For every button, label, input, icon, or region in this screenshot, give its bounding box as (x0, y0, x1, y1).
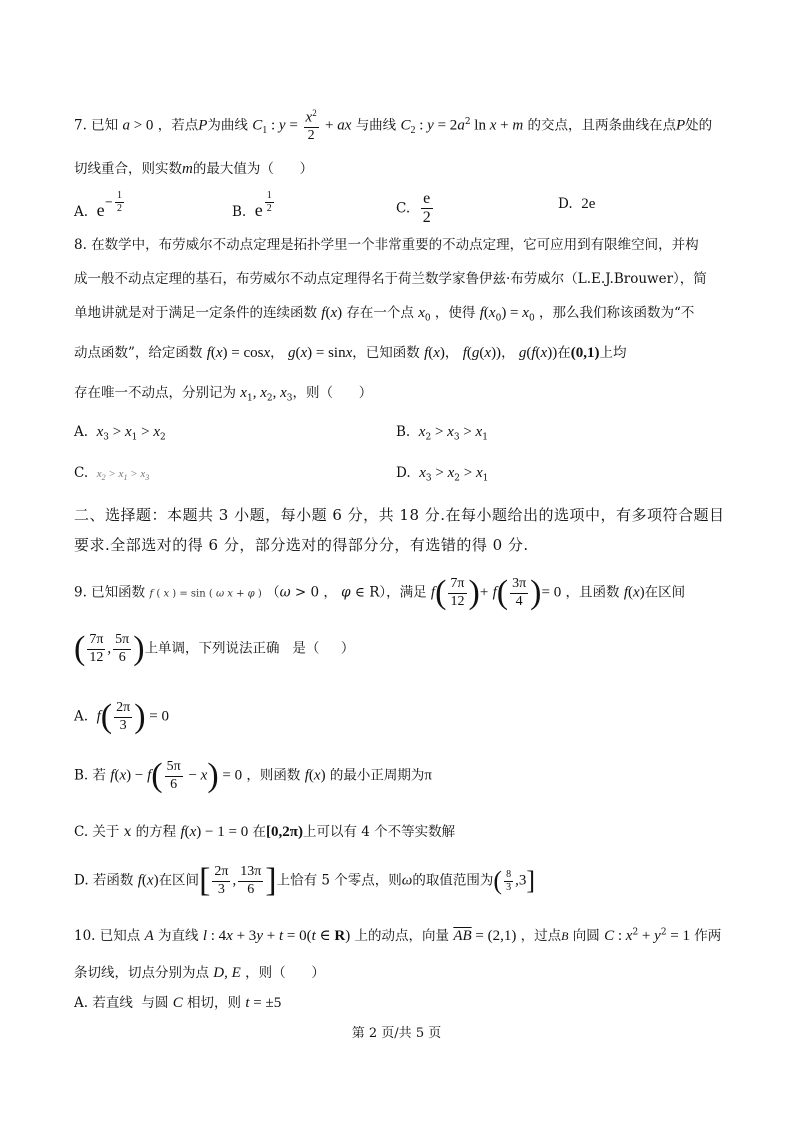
q7-stem-line1: 7. 已知 a > 0 ，若点P为曲线 $C_1$ : y = $\frac{x^2}{2}$ + ax 与曲线 $C_2$ : $y = 2a^2$ ln x + m 的交点，且两条曲线在点P处的 (74, 108, 713, 143)
q8-stem-line5: 存在唯一不动点，分别记为 $x_1$, $x_2$, $x_3$，则（ ） (74, 385, 373, 404)
q8-stem-line4: 动点函数”，给定函数 f(x) = cosx， g(x) = sinx，已知函数 f(x)， f(g(x))， g(f(x))在(0,1)上均 (74, 345, 627, 361)
q8-stem-line1: 8. 在数学中，布劳威尔不动点定理是拓扑学里一个非常重要的不动点定理，它可应用到有限维空间，并构 (74, 237, 699, 253)
q7-option-c: C. $\frac{e}{2}$ (396, 190, 431, 227)
q8-option-a: A. $x_3 > x_1 > x_2$ (74, 424, 166, 443)
q8-stem-line2: 成一般不动点定理的基石，布劳威尔不动点定理得名于荷兰数学家鲁伊兹·布劳威尔（L.E.J.Brouwer），简 (74, 271, 707, 287)
q9-option-c: C. 关于 x 的方程 f(x) − 1 = 0 在[0,2π)上可以有 4 个不等实数解 (74, 824, 456, 840)
q8-option-d: D. $x_3 > x_2 > x_1$ (396, 465, 489, 484)
q10-stem-line2: 条切线，切点分别为点 D, E ，则（ ） (74, 965, 325, 981)
q9-stem-line1: 9. 已知函数 f ( x ) = sin ( ω x + φ ) （ω > 0 ， φ ∈ R），满足 f( $\frac{7\pi}{12}$ )+ f( $\frac{3\pi}{4}$ )= 0 ，且函数 f(x)在区间 (74, 574, 686, 611)
section2-heading-line2: 要求.全部选对的得 6 分，部分选对的得部分分，有选错的得 0 分. (74, 536, 529, 554)
q9-option-a: A. f( $\frac{2\pi}{3}$ ) = 0 (74, 698, 169, 735)
page-footer: 第 2 页/共 5 页 (351, 1026, 442, 1041)
q9-stem-line2: ( $\frac{7\pi}{12}$ , $\frac{5\pi}{6}$ )上单调，下列说法正确 是（ ） (74, 630, 355, 667)
q7-stem-line2: 切线重合，则实数m的最大值为（ ） (74, 161, 314, 177)
q7-option-d: D. 2e (558, 196, 596, 212)
q9-option-b: B. 若 f(x) − f( $\frac{5\pi}{6}$ − x) = 0 ，则函数 f(x) 的最小正周期为π (74, 757, 432, 794)
q10-option-a: A. 若直线 与圆 C 相切，则 t = ±5 (74, 995, 282, 1011)
q9-option-d: D. 若函数 f(x)在区间[ $\frac{2\pi}{3}$ , $\frac{13\pi}{6}$ ]上恰有 5 个零点，则ω的取值范围为( $\frac{8}{3}$ ,3] (74, 862, 535, 899)
q8-option-b: B. $x_2 > x_3 > x_1$ (396, 424, 488, 443)
q8-stem-line3: 单地讲就是对于满足一定条件的连续函数 f(x) 存在一个点 $x_0$ ，使得 $f(x_0) = x_0$ ，那么我们称该函数为“不 (74, 305, 695, 324)
q7-option-a: A. $e^{- \frac{1}{2}}$ (74, 190, 123, 220)
section2-heading-line1: 二、选择题：本题共 3 小题，每小题 6 分，共 18 分.在每小题给出的选项中，有多项符合题目 (74, 506, 725, 524)
q10-stem-line1: 10. 已知点 A 为直线 l : 4x + 3y + t = 0(t ∈ R) 上的动点，向量 $\overline{AB} = (2,1)$ ，过点B 向圆 C : $x^2 + y^2 = 1$ 作两 (74, 927, 722, 944)
q8-option-c: C. $x_2 > x_1 > x_3$ (74, 465, 150, 483)
q7-option-b: B. e $^{\frac{1}{2}}$ (232, 190, 272, 220)
